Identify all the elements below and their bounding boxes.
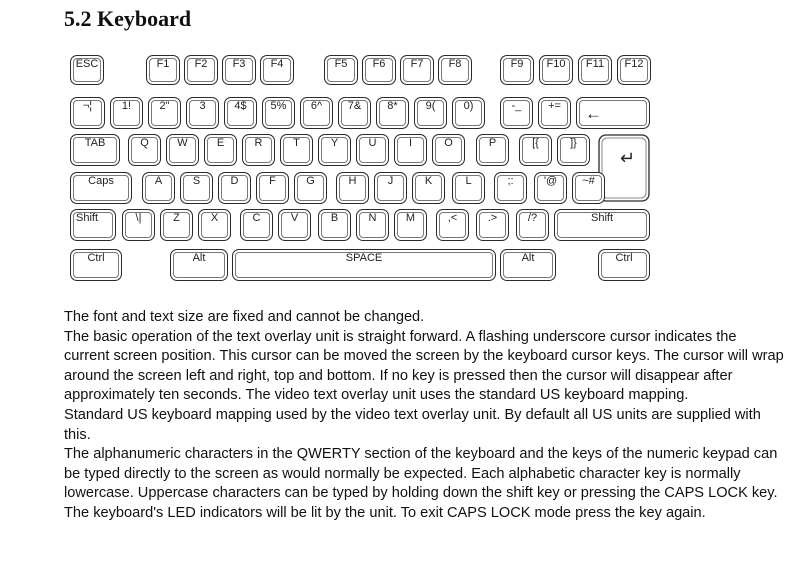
key-f7: F7 xyxy=(400,55,434,85)
key-u: U xyxy=(356,134,389,166)
key-f11: F11 xyxy=(578,55,612,85)
paragraph-us-mapping: Standard US keyboard mapping used by the video text overlay unit. By default all US units are supplied with this. xyxy=(64,406,761,443)
key-enter xyxy=(598,134,650,202)
key-f5: F5 xyxy=(324,55,358,85)
key-right-ctrl: Ctrl xyxy=(598,249,650,281)
key-hash: ~# xyxy=(572,172,605,204)
key-4: 4$ xyxy=(224,97,257,129)
key-6: 6^ xyxy=(300,97,333,129)
key-j: J xyxy=(374,172,407,204)
key-slash: /? xyxy=(516,209,549,241)
key-f4: F4 xyxy=(260,55,294,85)
key-a: A xyxy=(142,172,175,204)
key-y: Y xyxy=(318,134,351,166)
key-1: 1! xyxy=(110,97,143,129)
key-7: 7& xyxy=(338,97,371,129)
enter-arrow-icon: ↵ xyxy=(620,148,636,168)
key-s: S xyxy=(180,172,213,204)
key-period: .> xyxy=(476,209,509,241)
paragraph-alphanumeric: The alphanumeric characters in the QWERTY section of the keyboard and the keys of the numeric keypad can be typed directly to the screen as would normally be expected. Each alphabetic character key is normally lowercase. Uppercase characters can be typed by holding down the shift key or pressing the CAPS LOCK key. The keyboard's LED indicators will be lit by the unit. To exit CAPS LOCK mode press the key again. xyxy=(64,446,778,521)
key-q: Q xyxy=(128,134,161,166)
key-tab: TAB xyxy=(70,134,120,166)
key-o: O xyxy=(432,134,465,166)
key-g: G xyxy=(294,172,327,204)
key-left-bracket: [{ xyxy=(519,134,552,166)
key-f10: F10 xyxy=(539,55,573,85)
key-t: T xyxy=(280,134,313,166)
key-n: N xyxy=(356,209,389,241)
key-grave: ¬¦ xyxy=(70,97,105,129)
key-i: I xyxy=(394,134,427,166)
key-8: 8* xyxy=(376,97,409,129)
key-right-shift: Shift xyxy=(554,209,650,241)
paragraph-basic-operation: The basic operation of the text overlay unit is straight forward. A flashing underscore cursor indicates the current screen position. This cursor can be moved the screen by the keyboard cursor keys. The cursor will wrap around the screen left and right, top and bottom. If no key is pressed then the cursor will disappear after approximately ten seconds. The video text overlay unit uses the standard US keyboard mapping. xyxy=(64,328,784,404)
key-f1: F1 xyxy=(146,55,180,85)
key-0: 0) xyxy=(452,97,485,129)
key-9: 9( xyxy=(414,97,447,129)
key-f2: F2 xyxy=(184,55,218,85)
key-h: H xyxy=(336,172,369,204)
key-equals: += xyxy=(538,97,571,129)
key-f: F xyxy=(256,172,289,204)
key-backspace: ← xyxy=(576,97,650,129)
key-m: M xyxy=(394,209,427,241)
key-5: 5% xyxy=(262,97,295,129)
key-right-alt: Alt xyxy=(500,249,556,281)
key-l: L xyxy=(452,172,485,204)
key-backslash: \| xyxy=(122,209,155,241)
key-f6: F6 xyxy=(362,55,396,85)
key-quote: '@ xyxy=(534,172,567,204)
key-semicolon: ;: xyxy=(494,172,527,204)
key-k: K xyxy=(412,172,445,204)
key-2: 2" xyxy=(148,97,181,129)
key-3: 3 xyxy=(186,97,219,129)
key-left-ctrl: Ctrl xyxy=(70,249,122,281)
key-d: D xyxy=(218,172,251,204)
key-f8: F8 xyxy=(438,55,472,85)
key-v: V xyxy=(278,209,311,241)
key-z: Z xyxy=(160,209,193,241)
key-minus: -_ xyxy=(500,97,533,129)
body-text xyxy=(64,308,784,524)
key-r: R xyxy=(242,134,275,166)
key-e: E xyxy=(204,134,237,166)
key-f12: F12 xyxy=(617,55,651,85)
key-right-bracket: ]} xyxy=(557,134,590,166)
key-f9: F9 xyxy=(500,55,534,85)
key-esc: ESC xyxy=(70,55,104,85)
key-f3: F3 xyxy=(222,55,256,85)
key-caps-lock: Caps xyxy=(70,172,132,204)
key-w: W xyxy=(166,134,199,166)
section-title: 5.2 Keyboard xyxy=(64,6,192,31)
key-x: X xyxy=(198,209,231,241)
key-p: P xyxy=(476,134,509,166)
paragraph-font-size: The font and text size are fixed and cannot be changed. xyxy=(64,309,425,325)
key-left-alt: Alt xyxy=(170,249,228,281)
key-comma: ,< xyxy=(436,209,469,241)
key-c: C xyxy=(240,209,273,241)
key-left-shift: Shift xyxy=(70,209,116,241)
key-space: SPACE xyxy=(232,249,496,281)
key-b: B xyxy=(318,209,351,241)
